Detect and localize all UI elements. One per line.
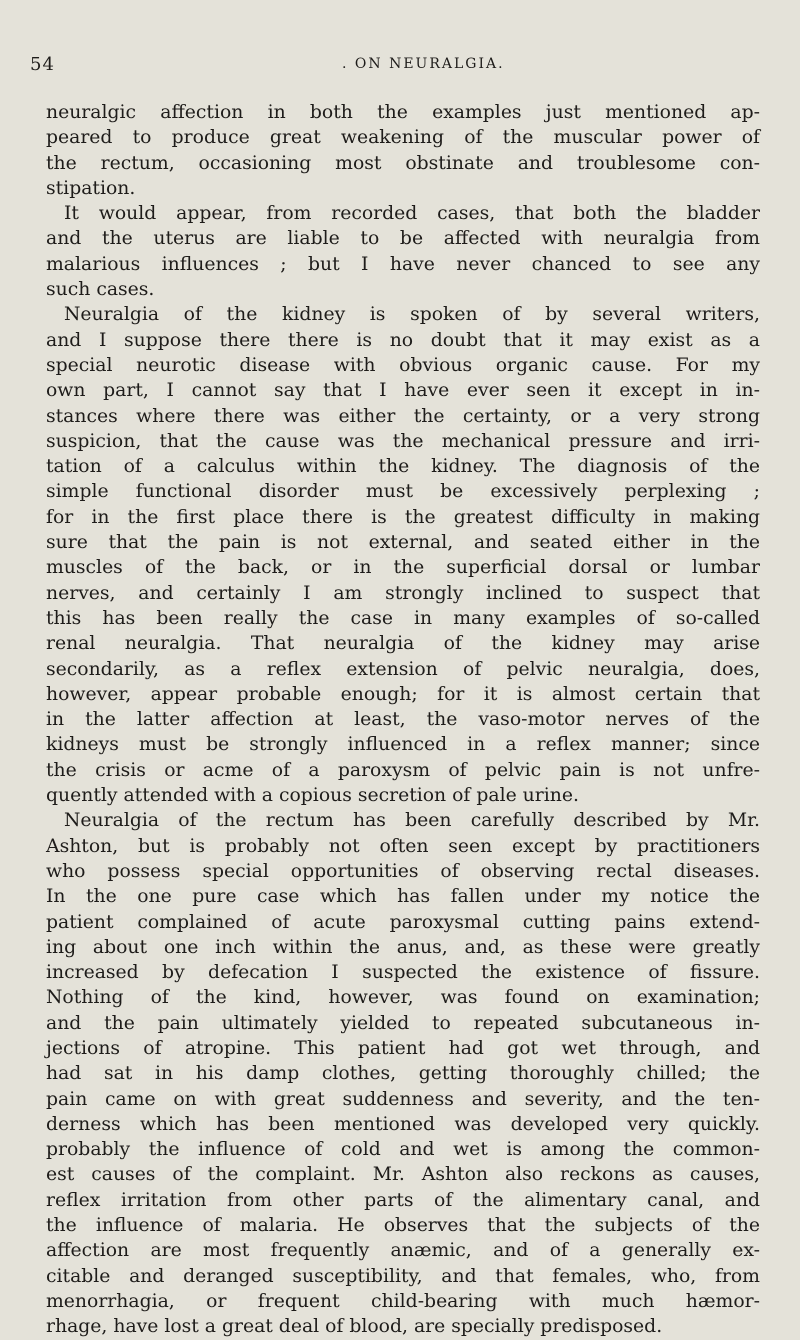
text-line: stipation. (46, 177, 136, 199)
text-line: however, appear probable enough; for it is almost certain that (46, 683, 760, 705)
text-line: pain came on with great suddenness and severity, and the ten- (46, 1088, 760, 1110)
text-line: peared to produce great weakening of the muscular power of (46, 127, 760, 149)
text-line: Ashton, but is probably not often seen except by practitioners (46, 835, 760, 857)
text-line: increased by defecation I suspected the existence of fissure. (46, 962, 760, 984)
text-line: tation of a calculus within the kidney. The diagnosis of the (46, 456, 760, 478)
text-line: for in the first place there is the greatest difficulty in making (46, 506, 760, 528)
text-line: jections of atropine. This patient had got wet through, and (46, 1037, 760, 1059)
page-number: 54 (30, 54, 55, 75)
running-head (30, 54, 770, 78)
text-line: affection are most frequently anæmic, and of a generally ex- (46, 1240, 760, 1262)
text-line: the influence of malaria. He observes that the subjects of the (46, 1215, 760, 1237)
text-line: derness which has been mentioned was developed very quickly. (46, 1113, 760, 1135)
text-line: secondarily, as a reflex extension of pelvic neuralgia, does, (46, 658, 760, 680)
text-line: such cases. (46, 279, 155, 301)
text-line: the rectum, occasioning most obstinate and troublesome con- (46, 152, 760, 174)
text-line: est causes of the complaint. Mr. Ashton also reckons as causes, (46, 1164, 760, 1186)
text-line: and the pain ultimately yielded to repeated subcutaneous in- (46, 1012, 760, 1034)
text-line: the crisis or acme of a paroxysm of pelvic pain is not unfre- (46, 759, 760, 781)
text-line: who possess special opportunities of observing rectal diseases. (46, 860, 760, 882)
body-text (46, 100, 760, 1340)
text-line: suspicion, that the cause was the mechanical pressure and irri- (46, 430, 760, 452)
text-line: rhage, have lost a great deal of blood, are specially predisposed. (46, 1316, 663, 1338)
text-line: Neuralgia of the kidney is spoken of by several writers, (64, 304, 760, 326)
text-line: and the uterus are liable to be affected with neuralgia from (46, 228, 760, 250)
text-line: nerves, and certainly I am strongly inclined to suspect that (46, 582, 760, 604)
text-line: in the latter affection at least, the vaso-motor nerves of the (46, 709, 760, 731)
text-line: stances where there was either the certainty, or a very strong (46, 405, 760, 427)
text-line: ing about one inch within the anus, and, as these were greatly (46, 936, 760, 958)
text-line: Neuralgia of the rectum has been carefully described by Mr. (64, 810, 760, 832)
text-line: citable and deranged susceptibility, and that females, who, from (46, 1265, 760, 1287)
text-line: own part, I cannot say that I have ever seen it except in in- (46, 380, 760, 402)
text-line: probably the influence of cold and wet is among the common- (46, 1139, 760, 1161)
text-line: Nothing of the kind, however, was found on examination; (46, 987, 760, 1009)
text-line: quently attended with a copious secretion of pale urine. (46, 785, 579, 807)
text-line: special neurotic disease with obvious organic cause. For my (46, 354, 760, 376)
text-line: simple functional disorder must be excessively perplexing ; (46, 481, 760, 503)
text-line: sure that the pain is not external, and seated either in the (46, 532, 760, 554)
text-line: muscles of the back, or in the superficial dorsal or lumbar (46, 557, 760, 579)
text-line: malarious influences ; but I have never chanced to see any (46, 253, 760, 275)
text-line: In the one pure case which has fallen under my notice the (46, 886, 760, 908)
text-line: kidneys must be strongly influenced in a reflex manner; since (46, 734, 760, 756)
text-line: this has been really the case in many examples of so-called (46, 607, 760, 629)
text-line: renal neuralgia. That neuralgia of the kidney may arise (46, 633, 760, 655)
running-title: . ON NEURALGIA. (342, 56, 505, 72)
text-line: It would appear, from recorded cases, that both the bladder (64, 203, 760, 225)
text-line: menorrhagia, or frequent child-bearing with much hæmor- (46, 1290, 760, 1312)
text-line: had sat in his damp clothes, getting thoroughly chilled; the (46, 1063, 760, 1085)
text-line: reflex irritation from other parts of the alimentary canal, and (46, 1189, 760, 1211)
text-line: neuralgic affection in both the examples just mentioned ap- (46, 102, 760, 123)
text-line: patient complained of acute paroxysmal cutting pains extend- (46, 911, 760, 933)
text-line: and I suppose there there is no doubt that it may exist as a (46, 329, 760, 351)
